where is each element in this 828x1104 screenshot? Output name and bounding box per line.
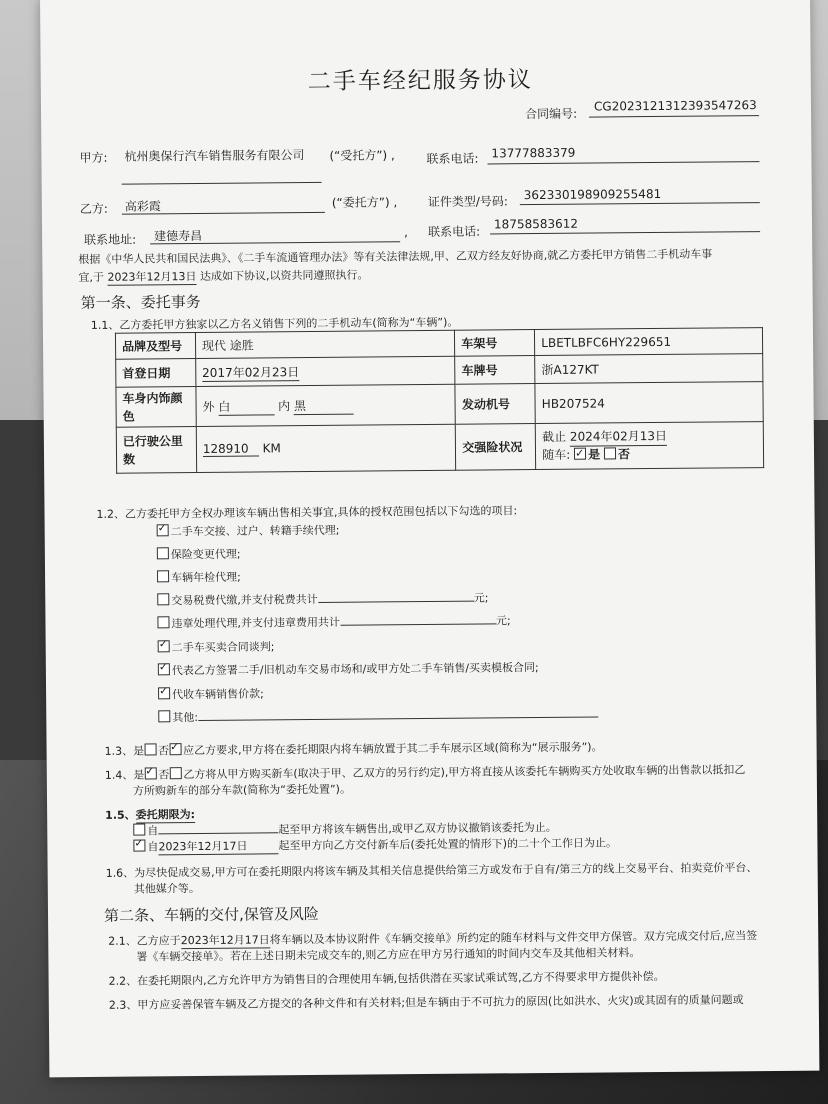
term-option-1-date-blank[interactable] bbox=[158, 832, 278, 834]
term-option-2 bbox=[133, 834, 617, 855]
brand-value: 现代 途胜 bbox=[195, 330, 455, 358]
interior-prefix: 内 bbox=[278, 398, 291, 413]
insurance-label: 交强险状况 bbox=[456, 424, 536, 471]
clause-2-1-text-b: 将车辆以及本协议附件《车辆交接单》所约定的随车材料与文件交甲方保管。双方完成交付后,应当签 bbox=[269, 929, 758, 947]
insurance-no-checkbox[interactable] bbox=[604, 447, 616, 459]
violation-unit: 元; bbox=[495, 614, 511, 628]
auth-checkbox[interactable] bbox=[158, 710, 170, 722]
auth-item bbox=[158, 638, 275, 655]
color-label: 车身内饰颜色 bbox=[116, 387, 196, 428]
preamble-text-b: 达成如下协议,以资共同遵照执行。 bbox=[199, 268, 369, 283]
address-comma: , bbox=[404, 225, 408, 240]
clause-1-4-num: 1.4、 bbox=[104, 768, 134, 782]
contract-number-label: 合同编号: bbox=[524, 106, 578, 122]
clause-1-1: 1.1、乙方委托甲方独家以乙方名义销售下列的二手机动车(简称为“车辆”)。 bbox=[90, 315, 459, 332]
engine-value: HB207524 bbox=[535, 382, 763, 424]
party-a-underline bbox=[122, 182, 322, 185]
clause-1-3-num: 1.3、 bbox=[104, 744, 134, 758]
plate-label: 车牌号 bbox=[455, 356, 535, 385]
auth-item-label: 其他: bbox=[172, 711, 199, 725]
clause-1-3-yes-checkbox[interactable] bbox=[144, 743, 156, 755]
tax-amount-blank[interactable] bbox=[318, 601, 474, 603]
party-b-label: 乙方: bbox=[79, 201, 108, 217]
address-value: 建德寿昌 bbox=[154, 228, 203, 244]
clause-1-2: 1.2、乙方委托甲方全权办理该车辆出售相关事宜,具体的授权范围包括以下勾选的项目: bbox=[96, 504, 518, 521]
clause-1-4 bbox=[105, 761, 746, 783]
clause-2-3-text: 甲方应妥善保管车辆及乙方提交的各种文件和有关材料;但是车辆由于不可抗力的原因(比如洪水、火灾)或其固有的质量问题或 bbox=[137, 993, 744, 1012]
section-2-heading: 第二条、车辆的交付,保管及风险 bbox=[103, 904, 319, 925]
insurance-follow-line bbox=[542, 445, 757, 464]
auth-item-label: 二手车买卖合同谈判; bbox=[171, 640, 275, 655]
reg-date-label: 首登日期 bbox=[116, 359, 196, 388]
auth-checkbox[interactable] bbox=[157, 593, 169, 605]
party-a-role: (“受托方”) , bbox=[329, 148, 395, 163]
clause-2-2-num: 2.2、 bbox=[108, 974, 138, 988]
party-b-id: 362330198909255481 bbox=[523, 186, 662, 203]
mileage-unit: KM bbox=[262, 441, 281, 456]
party-b-name: 高彩霞 bbox=[124, 199, 161, 214]
vin-value: LBETLBFC6HY229651 bbox=[535, 328, 763, 356]
reg-date-value: 2017年02月23日 bbox=[202, 364, 300, 380]
vin-label: 车架号 bbox=[455, 330, 535, 357]
auth-checkbox[interactable] bbox=[157, 616, 169, 628]
auth-item bbox=[157, 612, 510, 631]
auth-checkbox[interactable] bbox=[158, 663, 170, 675]
mileage-value: 128910 bbox=[203, 441, 259, 456]
brand-label: 品牌及型号 bbox=[115, 333, 195, 360]
clause-1-4-yes-checkbox[interactable] bbox=[144, 767, 156, 779]
interior-color: 黑 bbox=[294, 396, 354, 415]
document-title: 二手车经纪服务协议 bbox=[307, 67, 533, 96]
clause-2-1-text-a: 乙方应于 bbox=[136, 934, 181, 948]
term-option-1-checkbox[interactable] bbox=[133, 823, 145, 835]
insurance-no-label: 否 bbox=[617, 447, 631, 462]
auth-item-label: 车辆年检代理; bbox=[171, 570, 241, 585]
vehicle-table bbox=[115, 327, 764, 474]
clause-2-3 bbox=[109, 991, 744, 1013]
tax-unit: 元; bbox=[473, 591, 489, 605]
clause-1-6-num: 1.6、 bbox=[105, 866, 135, 880]
auth-item-label: 交易税费代缴,并支付税费共计 bbox=[171, 592, 318, 608]
clause-1-4-no-checkbox[interactable] bbox=[169, 767, 181, 779]
clause-2-1-line-2: 署《车辆交接单》。若在上述日期未完成交车的,则乙方应在甲方另行通知的时间内交车及其他相关材料。 bbox=[136, 946, 641, 964]
section-1-heading: 第一条、委托事务 bbox=[80, 292, 201, 313]
contract-number-underline bbox=[589, 115, 759, 117]
party-b-role: (“委托方”) , bbox=[331, 195, 398, 210]
clause-2-2 bbox=[109, 968, 665, 989]
party-b-id-underline bbox=[520, 202, 760, 205]
clause-2-2-text: 在委托期限内,乙方允许甲方为销售目的合理使用车辆,包括供潜在买家试乘试驾,乙方不得要求甲方提供补偿。 bbox=[137, 969, 665, 988]
auth-checkbox[interactable] bbox=[158, 640, 170, 652]
preamble-text-a: 宜,于 bbox=[78, 270, 105, 285]
other-blank[interactable] bbox=[198, 717, 598, 721]
term-option-1-text: 起至甲方将该车辆售出,或甲乙双方协议撤销该委托为止。 bbox=[278, 820, 557, 837]
engine-label: 发动机号 bbox=[455, 384, 535, 425]
violation-amount-blank[interactable] bbox=[340, 623, 496, 625]
auth-item bbox=[157, 522, 340, 540]
party-a-phone-underline bbox=[487, 161, 759, 164]
clause-1-4-line-2: 方所购新车的部分车款(简称为“委托处置”)。 bbox=[132, 782, 351, 798]
auth-item-label: 保险变更代理; bbox=[170, 547, 241, 562]
term-option-2-checkbox[interactable] bbox=[133, 839, 145, 851]
party-a-phone: 13777883379 bbox=[491, 145, 576, 161]
auth-item bbox=[158, 659, 539, 678]
preamble-line-1: 根据《中华人民共和国民法典》、《二手车流通管理办法》等有关法律法规,甲、乙双方经友好协商,就乙方委托甲方销售二手机动车事 bbox=[78, 247, 713, 267]
clause-1-4-text: 乙方将从甲方购买新车(取决于甲、乙双方的另行约定),甲方将直接从该委托车辆购买方处收取车辆的出售款以抵扣乙 bbox=[183, 763, 746, 782]
plate-value: 浙A127KT bbox=[535, 354, 763, 384]
party-a-name: 杭州奥保行汽车销售服务有限公司 bbox=[124, 148, 305, 164]
clause-1-5-title: 委托期限为: bbox=[135, 808, 196, 822]
vehicle-row bbox=[116, 382, 763, 428]
term-option-2-text: 起至甲方向乙方交付新车后(委托处置的情形下)的二十个工作日为止。 bbox=[278, 836, 618, 853]
no-label: 否 bbox=[158, 744, 170, 758]
auth-item bbox=[158, 685, 264, 702]
party-a-label: 甲方: bbox=[79, 150, 108, 166]
auth-item bbox=[157, 569, 241, 586]
party-a-phone-label: 联系电话: bbox=[426, 151, 479, 166]
exterior-prefix: 外 bbox=[202, 399, 215, 414]
auth-checkbox[interactable] bbox=[157, 524, 169, 536]
insurance-cell bbox=[535, 422, 763, 470]
auth-item-label: 二手车交接、过户、转籍手续代理; bbox=[170, 523, 340, 539]
term-option-2-prefix: 自 bbox=[147, 840, 159, 854]
auth-checkbox[interactable] bbox=[158, 687, 170, 699]
mileage-label: 已行驶公里数 bbox=[116, 427, 196, 474]
clause-1-6-text: 为尽快促成交易,甲方可在委托期限内将该车辆及其相关信息提供给第三方或发布于自有/第三方的线上交易平台、拍卖竞价平台、 bbox=[134, 861, 758, 880]
insurance-prefix: 截止 bbox=[541, 429, 567, 444]
yes-label: 是 bbox=[133, 744, 145, 758]
party-b-phone-label: 联系电话: bbox=[428, 224, 481, 239]
reg-date-cell bbox=[196, 356, 456, 386]
contract-number: CG2023121312393547263 bbox=[593, 98, 757, 114]
mileage-cell bbox=[196, 424, 456, 472]
preamble-line-2 bbox=[78, 267, 368, 287]
yes-label: 是 bbox=[133, 768, 145, 782]
exterior-color: 白 bbox=[218, 397, 274, 415]
auth-checkbox[interactable] bbox=[157, 570, 169, 582]
no-label: 否 bbox=[158, 768, 170, 782]
insurance-yes-checkbox[interactable] bbox=[574, 448, 586, 460]
clause-2-1-num: 2.1、 bbox=[108, 934, 137, 948]
address-label: 联系地址: bbox=[84, 232, 137, 247]
clause-2-3-num: 2.3、 bbox=[108, 998, 138, 1012]
auth-item bbox=[157, 589, 488, 608]
insurance-date: 2024年02月13日 bbox=[570, 428, 667, 447]
auth-item-label: 代表乙方签署二手/旧机动车交易市场和/或甲方处二手车销售/买卖模板合同; bbox=[171, 661, 539, 678]
clause-1-3-text: 应乙方要求,甲方将在委托期限内将车辆放置于其二手车展示区域(简称为“展示服务”)。 bbox=[183, 740, 603, 758]
agreement-date: 2023年12月13日 bbox=[107, 270, 197, 284]
clause-1-5-heading bbox=[105, 806, 195, 824]
vehicle-row bbox=[116, 422, 763, 474]
party-b-phone: 18758583612 bbox=[493, 216, 579, 232]
insurance-follow-label: 随车: bbox=[542, 447, 571, 462]
term-option-2-date: 2023年12月17日 bbox=[158, 837, 278, 855]
auth-item bbox=[157, 546, 241, 563]
auth-item-label: 代收车辆销售价款; bbox=[172, 687, 264, 702]
party-b-phone-underline bbox=[490, 231, 760, 234]
auth-item-label: 违章处理代理,并支付违章费用共计 bbox=[171, 615, 341, 631]
color-cell bbox=[196, 384, 456, 426]
party-b-id-label: 证件类型/号码: bbox=[427, 194, 508, 209]
delivery-date: 2023年12月17日 bbox=[180, 933, 270, 948]
auth-item bbox=[158, 706, 598, 726]
auth-checkbox[interactable] bbox=[157, 547, 169, 559]
clause-1-3 bbox=[105, 738, 603, 758]
clause-1-6-line-2: 其他媒介等。 bbox=[133, 881, 200, 896]
contract-document bbox=[40, 0, 819, 1077]
clause-1-3-no-checkbox[interactable] bbox=[169, 743, 181, 755]
term-option-1-prefix: 自 bbox=[147, 824, 159, 838]
insurance-yes-label: 是 bbox=[588, 447, 601, 462]
clause-1-5-num: 1.5、 bbox=[105, 808, 136, 822]
clause-1-6 bbox=[106, 859, 758, 881]
